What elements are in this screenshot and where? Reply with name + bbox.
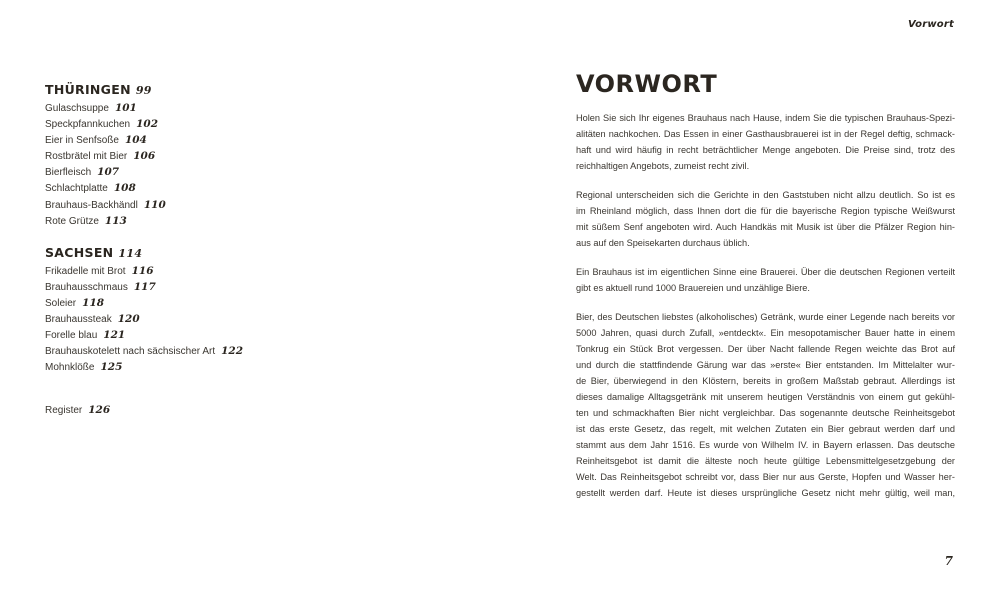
toc-item-label: Gulaschsuppe [45, 103, 109, 114]
toc-item-label: Eier in Senfsoße [45, 135, 119, 147]
article-line: Tonkrug ein Stück Brot vergessen. Der über Nacht fallende Regen weichte das Brot auf [576, 344, 955, 354]
article-paragraph [576, 187, 955, 251]
article-line: mit süßem Senf angeboten wird. Auch Handkäs mit Musik ist über die Pfälzer Region hin- [576, 222, 955, 232]
article-line: Ein Brauhaus ist im eigentlichen Sinne eine Brauerei. Über die deutschen Regionen verteilt [576, 267, 955, 277]
toc-item-page: 113 [104, 214, 127, 227]
toc-item-page: 121 [103, 329, 126, 342]
toc-item-page: 107 [97, 166, 120, 179]
toc-item-page: 110 [143, 198, 166, 211]
toc-register-entry[interactable] [45, 402, 110, 419]
toc-item-page: 116 [131, 264, 154, 277]
article-line: und durch die stattfindende Gärung war das »erste« Bier entstanden. Im Mittelalter wur- [576, 360, 955, 370]
article-line: reichhaltigen Angebots, zumeist recht zivil. [576, 161, 750, 171]
toc-section [45, 80, 465, 229]
toc-item-page: 125 [100, 361, 123, 374]
article-line: Holen Sie sich Ihr eigenes Brauhaus nach Hause, indem Sie die typischen Brauhaus-Spezi- [576, 113, 955, 123]
article-line: aus auf den Speisekarten durchaus üblich. [576, 238, 750, 248]
toc-section-page: 99 [135, 84, 152, 97]
article-line: 5000 Jahren, quasi durch Zufall, »entdeckt«. Ein mesopotamischer Bauer hatte in einem [576, 328, 955, 338]
toc-section-page: 114 [118, 246, 143, 260]
toc-item[interactable] [45, 311, 465, 327]
toc-item-page: 122 [221, 345, 244, 358]
article-line: haft und wird häufig in recht beträchtlicher Menge angeboten. Die Preise sind, trotz des [576, 145, 955, 155]
toc-item-label: Rote Grütze [45, 215, 99, 227]
toc-item-label: Forelle blau [45, 330, 98, 342]
toc-item[interactable] [45, 295, 465, 311]
article-line: gestellt werden darf. Heute ist dieses ursprüngliche Gesetz nicht mehr gültig, weil man, [576, 488, 955, 498]
toc-section-title: THÜRINGEN [45, 82, 131, 97]
toc-item-label: Schlachtplatte [45, 183, 108, 195]
toc-item[interactable] [45, 327, 465, 343]
toc-item-label: Bierfleisch [45, 167, 92, 179]
toc-item-page: 102 [136, 118, 158, 131]
toc-item[interactable] [45, 148, 465, 164]
toc-item-page: 108 [113, 182, 136, 195]
toc-item[interactable] [45, 343, 465, 359]
table-of-contents [45, 80, 465, 389]
article-line: de Bier, überwiegend in den Klöstern, bereits in großem Maßstab gebraut. Allerdings ist [576, 376, 955, 386]
toc-section-title: SACHSEN [45, 244, 114, 260]
toc-item-page: 106 [133, 150, 156, 163]
right-page [499, 0, 999, 600]
left-page [0, 0, 499, 600]
toc-item-page: 104 [124, 134, 147, 147]
toc-section-heading[interactable] [45, 80, 465, 100]
toc-item-label: Soleier [45, 297, 77, 309]
article-line: Regional unterscheiden sich die Gerichte in den Gaststuben nicht allzu deutlich. So ist es [576, 190, 955, 200]
toc-section-heading[interactable] [45, 243, 465, 263]
toc-item-label: Brauhauskotelett nach sächsischer Art [45, 346, 216, 358]
article-paragraph [576, 264, 955, 296]
toc-register-label: Register [45, 405, 83, 416]
toc-item[interactable] [45, 116, 465, 132]
toc-item-page: 117 [133, 280, 156, 293]
toc-item[interactable] [45, 180, 465, 196]
toc-item-page: 118 [82, 296, 105, 309]
toc-item-label: Frikadelle mit Brot [45, 265, 126, 277]
toc-item[interactable] [45, 100, 465, 116]
toc-item[interactable] [45, 164, 465, 180]
toc-item[interactable] [45, 359, 465, 375]
toc-item[interactable] [45, 132, 465, 148]
article-line: stammt aus dem Jahr 1516. Es wurde von Wilhelm IV. in Bayern erlassen. Das deutsche [576, 440, 955, 450]
toc-section [45, 243, 465, 376]
article-paragraph [576, 309, 955, 501]
article-paragraph [576, 110, 955, 174]
article-line: gibt es aktuell rund 1000 Brauereien und unzählige Biere. [576, 283, 810, 293]
article-line: Bier, des Deutschen liebstes (alkoholisches) Getränk, wurde einer Legende nach bereits vor [576, 312, 955, 322]
toc-item[interactable] [45, 197, 465, 213]
article-line: alitäten nachkochen. Das Essen in einer Gasthausbrauerei ist in der Regel deftig, schmack- [576, 129, 955, 139]
toc-register-page: 126 [88, 404, 111, 416]
article-line: Reinheitsgebot ist damit die älteste noch heute gültige Lebensmittelgesetzgebung der [576, 456, 955, 466]
article-body [576, 110, 955, 514]
article-title: VORWORT [576, 70, 718, 98]
article-line: ten und schmackhaften Bier nicht vergleichbar. Das sogenannte deutsche Reinheitsgebot [576, 408, 955, 418]
article-line: ist das erste Gesetz, das regelt, mit welchen Zutaten ein Bier gebraut werden darf und [576, 424, 955, 434]
toc-item-page: 120 [117, 313, 140, 326]
toc-item-label: Brauhaussteak [45, 314, 112, 326]
toc-item[interactable] [45, 263, 465, 279]
toc-item[interactable] [45, 213, 465, 229]
toc-item-label: Brauhaus-Backhändl [45, 199, 138, 211]
article-line: im Rheinland möglich, dass Ihnen dort die für die bayerische Region typische Weißwurst [576, 206, 955, 216]
toc-item-label: Mohnklöße [45, 362, 95, 374]
toc-item-label: Rostbrätel mit Bier [45, 151, 128, 163]
toc-item-page: 101 [114, 102, 137, 114]
page-number: 7 [944, 554, 953, 568]
toc-item-label: Brauhausschmaus [45, 281, 128, 293]
toc-item[interactable] [45, 279, 465, 295]
running-head: Vorwort [907, 19, 954, 30]
article-line: dieses damalige Alltagsgetränk mit unserem heutigen Verständnis von einem gut gekühl- [576, 392, 955, 402]
article-line: Welt. Das Reinheitsgebot schreibt vor, dass Bier nur aus Gerste, Hopfen und Wasser her- [576, 472, 955, 482]
toc-item-label: Speckpfannkuchen [45, 119, 131, 131]
